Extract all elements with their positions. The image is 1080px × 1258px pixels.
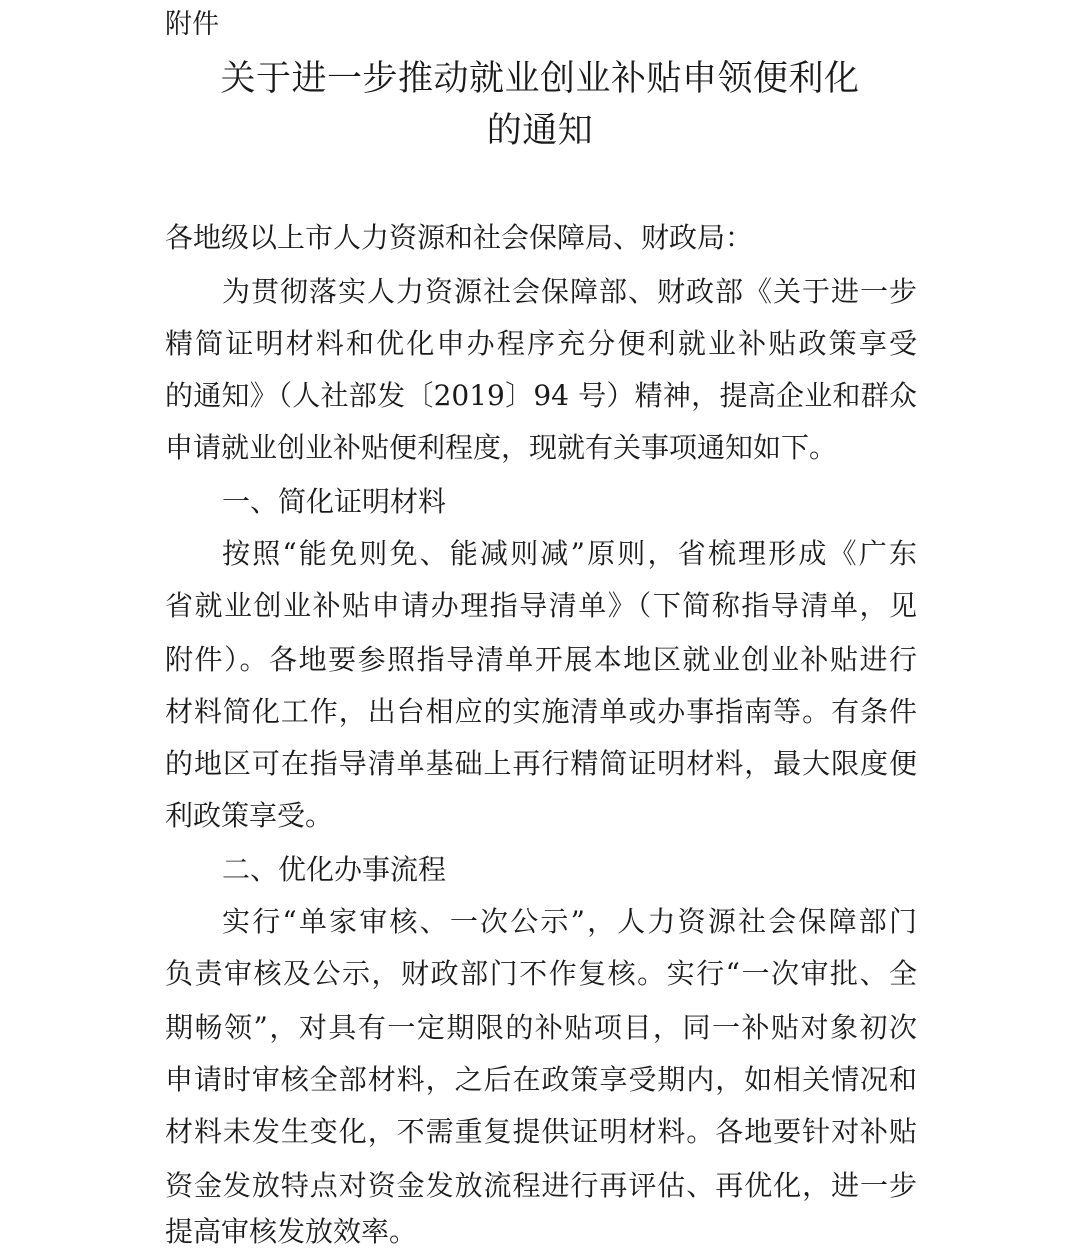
document-title-line-2: 的通知 bbox=[486, 111, 594, 151]
attachment-label: 附件 bbox=[165, 9, 219, 40]
intro-line-1: 为贯彻落实人力资源社会保障部、财政部《关于进一步 bbox=[222, 275, 917, 308]
section-2-line-1: 实行“单家审核、一次公示”，人力资源社会保障部门 bbox=[222, 905, 917, 938]
section-1-line-5: 的地区可在指导清单基础上再行精简证明材料，最大限度便 bbox=[165, 747, 917, 780]
section-2-line-7: 提高审核发放效率。 bbox=[165, 1215, 418, 1248]
section-1-line-2: 省就业创业补贴申请办理指导清单》（下简称指导清单，见 bbox=[165, 589, 917, 622]
section-2-line-3: 期畅领”，对具有一定期限的补贴项目，同一补贴对象初次 bbox=[165, 1011, 917, 1044]
section-2-line-2: 负责审核及公示，财政部门不作复核。实行“一次审批、全 bbox=[165, 957, 917, 990]
document-title-line-1: 关于进一步推动就业创业补贴申领便利化 bbox=[220, 59, 860, 99]
section-1-line-4: 材料简化工作，出台相应的实施清单或办事指南等。有条件 bbox=[165, 695, 917, 728]
section-1-line-1: 按照“能免则免、能减则减”原则，省梳理形成《广东 bbox=[222, 537, 917, 570]
section-2-line-5: 材料未发生变化，不需重复提供证明材料。各地要针对补贴 bbox=[165, 1115, 917, 1148]
salutation: 各地级以上市人力资源和社会保障局、财政局： bbox=[165, 221, 754, 254]
intro-line-3: 的通知》（人社部发〔2019〕94 号）精神，提高企业和群众 bbox=[165, 379, 917, 412]
section-2-line-6: 资金发放特点对资金发放流程进行再评估、再优化，进一步 bbox=[165, 1169, 917, 1202]
section-2-heading: 二、优化办事流程 bbox=[222, 853, 447, 886]
intro-line-2: 精简证明材料和优化申办程序充分便利就业补贴政策享受 bbox=[165, 327, 917, 360]
section-1-heading: 一、简化证明材料 bbox=[222, 485, 447, 518]
section-1-line-6: 利政策享受。 bbox=[165, 799, 334, 832]
intro-line-4: 申请就业创业补贴便利程度，现就有关事项通知如下。 bbox=[165, 431, 838, 464]
section-1-line-3: 附件）。各地要参照指导清单开展本地区就业创业补贴进行 bbox=[165, 643, 917, 676]
section-2-line-4: 申请时审核全部材料，之后在政策享受期内，如相关情况和 bbox=[165, 1063, 917, 1096]
